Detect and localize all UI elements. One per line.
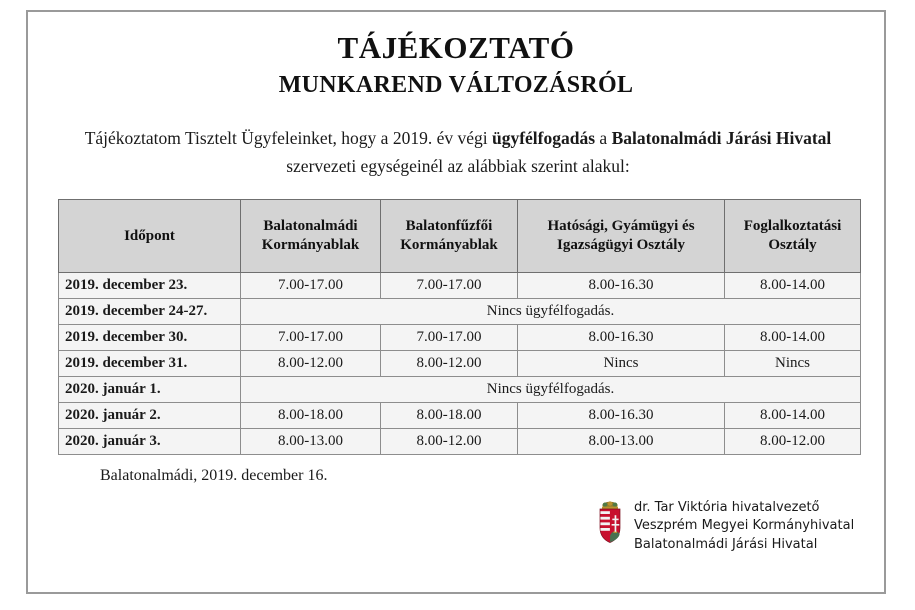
cell-hours-col2: 7.00-17.00 xyxy=(241,325,381,351)
cell-hours-col2: 8.00-13.00 xyxy=(241,429,381,455)
table-row xyxy=(59,299,861,325)
cell-date: 2019. december 24-27. xyxy=(59,299,241,325)
intro-bold-ugyfelfogadas: ügyfélfogadás xyxy=(491,128,596,148)
cell-hours-col2: 8.00-18.00 xyxy=(241,403,381,429)
hungarian-coat-of-arms-icon xyxy=(596,501,624,543)
office-hours-table xyxy=(58,199,861,455)
cell-hours-col5: 8.00-14.00 xyxy=(725,403,861,429)
table-row xyxy=(59,403,861,429)
cell-hours-col3: 8.00-18.00 xyxy=(381,403,518,429)
table-row xyxy=(59,325,861,351)
page-subtitle: MUNKAREND VÁLTOZÁSRÓL xyxy=(278,71,634,98)
cell-hours-col5: 8.00-12.00 xyxy=(725,429,861,455)
cell-date: 2019. december 23. xyxy=(59,273,241,299)
cell-date: 2020. január 3. xyxy=(59,429,241,455)
cell-hours-col3: 8.00-12.00 xyxy=(381,351,518,377)
cell-hours-col2: 8.00-12.00 xyxy=(241,351,381,377)
column-header-foglalkoztatasi-osztaly: Foglalkoztatási Osztály xyxy=(725,200,861,273)
place-and-date: Balatonalmádi, 2019. december 16. xyxy=(100,467,328,484)
cell-hours-col2: 7.00-17.00 xyxy=(241,273,381,299)
cell-hours-col4: 8.00-16.30 xyxy=(518,403,725,429)
document-title-block xyxy=(28,30,884,101)
signatory-office-district: Balatonalmádi Járási Hivatal xyxy=(634,536,818,552)
cell-hours-col5: 8.00-14.00 xyxy=(725,325,861,351)
cell-hours-col3: 8.00-12.00 xyxy=(381,429,518,455)
column-header-balatonalmadi-kormanyablak: Balatonalmádi Kormányablak xyxy=(241,200,381,273)
intro-bold-hivatal: Balatonalmádi Járási Hivatal xyxy=(611,128,832,148)
cell-hours-col4: 8.00-16.30 xyxy=(518,325,725,351)
signatory-name: dr. Tar Viktória hivatalvezető xyxy=(634,500,820,515)
cell-hours-col5: Nincs xyxy=(725,351,861,377)
table-body xyxy=(59,273,861,455)
column-header-idopont: Időpont xyxy=(59,200,241,273)
page-title: TÁJÉKOZTATÓ xyxy=(337,30,575,65)
table-row xyxy=(59,351,861,377)
signatory-office-county: Veszprém Megyei Kormányhivatal xyxy=(634,518,855,534)
cell-hours-col4: Nincs xyxy=(518,351,725,377)
cell-hours-col4: 8.00-13.00 xyxy=(518,429,725,455)
page-border-frame xyxy=(26,10,886,594)
table-header-row xyxy=(59,200,861,273)
cell-date: 2019. december 30. xyxy=(59,325,241,351)
table-row xyxy=(59,377,861,403)
column-header-balatonfuzfoi-kormanyablak: Balatonfűzfői Kormányablak xyxy=(381,200,518,273)
intro-text-part1: Tájékoztatom Tisztelt Ügyfeleinket, hogy a 2019. év végi xyxy=(84,128,492,148)
cell-date: 2020. január 1. xyxy=(59,377,241,403)
cell-closed-notice: Nincs ügyfélfogadás. xyxy=(241,299,861,325)
intro-text-part2: a xyxy=(595,128,612,148)
table-row xyxy=(59,273,861,299)
cell-hours-col4: 8.00-16.30 xyxy=(518,273,725,299)
cell-hours-col3: 7.00-17.00 xyxy=(381,325,518,351)
intro-text-part3: szervezeti egységeinél az alábbiak szerint alakul: xyxy=(286,156,630,176)
cell-date: 2019. december 31. xyxy=(59,351,241,377)
cell-date: 2020. január 2. xyxy=(59,403,241,429)
intro-paragraph xyxy=(68,124,848,180)
signature-block xyxy=(596,499,854,554)
cell-hours-col3: 7.00-17.00 xyxy=(381,273,518,299)
cell-closed-notice: Nincs ügyfélfogadás. xyxy=(241,377,861,403)
table-header xyxy=(59,200,861,273)
signature-lines xyxy=(634,499,854,554)
column-header-hatosagi-gyamugyi-igazsagugyi-osztaly: Hatósági, Gyámügyi és Igazságügyi Osztály xyxy=(518,200,725,273)
cell-hours-col5: 8.00-14.00 xyxy=(725,273,861,299)
table-row xyxy=(59,429,861,455)
